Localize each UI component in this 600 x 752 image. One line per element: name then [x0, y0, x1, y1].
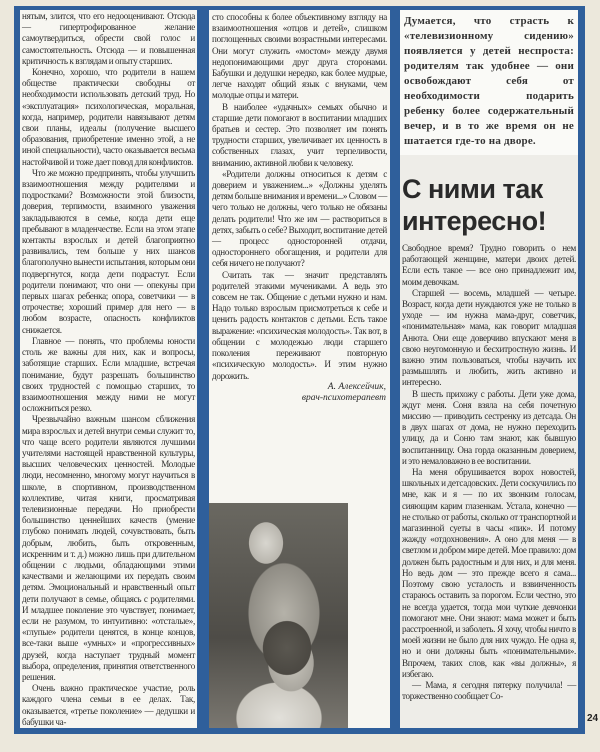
paragraph: Свободное время? Трудно говорить о нем работающей женщине, матери двоих детей. Если есть такое — все оно принадлежит им, моим девочкам. [402, 243, 576, 287]
paragraph: «Родители должны относиться к детям с доверием и уважением...» «Должны уделять детям больше внимания и времени...» Словом — чего только не должны, чего только не обязаны делать родители! Что же им — раствориться в детях, забыть о себе? Выходит, воспитание детей — процесс односторонней отдачи, одностороннего обогащения, и родители для себя ничего не получают? [212, 168, 387, 269]
left-column [20, 10, 197, 728]
paragraph: В шесть прихожу с работы. Дети уже дома, ждут меня. Соня взяла на себя почетную миссию — приводить сестренку из детсада. Он в двух шагах от дома, не нужно переходить улицу, да и Соню там знают, как бывшую воспитанницу. Она горда оказанным доверием, и это немаловажно в ее воспитании. [402, 388, 576, 466]
paragraph: Что же можно предпринять, чтобы улучшить взаимоотношения между родителями и подростками? Возможности этой близости, доверия, терпимости, взаимного уважения закладываются в семье, когда дети еще пребывают в младенчестве. Если на этом этапе контакты взрослых и детей благоприятно развивались, тем больше у них шансов благополучно вынести испытания, которым они подвергнутся, когда дети подрастут. Если родители понимают, что они — опекуны при первых шагах ребенка; опора, советчики — в отрочестве; хороший пример для него — в любом возрасте, опасность конфликтов снижается. [22, 167, 195, 335]
paragraph: Чрезвычайно важным шансом сближения мира взрослых и детей внутри семьи служит то, что чаще всего родители являются лучшими учителями настоящей нравственной культуры, высших человеческих ценностей. Молодые люди, несомненно, многому могут научиться в школе, в спортивном, производственном коллективе, читая книги, просматривая телевизионные передачи. Но приобрести большинство ценнейших качеств (умение глубоко понимать людей, сочувствовать, быть добрым, любить, быть откровенным, искренним и т. д.) можно лишь при длительном общении с людьми, обладающими этими качествами и желающими их передать своим детям. Эмоциональный и нравственный опыт дети получают в семье, общаясь с родителями. И младшее поколение это чувствует, понимает, если не разумом, то интуитивно: «отсталые», «глупые» родители ценятся, в конце концов, все-таки выше «умных» и «прогрессивных» друзей, когда наступает трудный момент выбора, определения, принятия ответственного решения. [22, 414, 195, 682]
right-column [400, 10, 578, 728]
right-column-text [400, 243, 578, 704]
paragraph: Считать так — значит представлять родителей этакими мучениками. А ведь это совсем не так. Общение с детьми нужно и нам. Надо только взрослым присмотреться к себе и ценить радость контактов с детьми. Есть такое выражение: «психическая молодость». Так вот, в общении с молодежью люди старшего поколения переживают повторную «психическую молодость». И этим нужно дорожить. [212, 269, 387, 381]
author-name: А. Алексейчик, [327, 381, 386, 392]
paragraph: Старшей — восемь, младшей — четыре. Возраст, когда дети нуждаются уже не только в уходе — им нужна мама-друг, советчик, «понимательная» мама, как говорит младшая Анюта. Они еще доверчиво впускают меня в свою неугомонную и бесхитростную жизнь. И важно этим пользоваться, чтобы научить их размышлять и любить, жить активно и интересно. [402, 287, 576, 388]
blue-frame [14, 6, 599, 734]
left-column-text [20, 10, 197, 728]
paragraph: На меня обрушивается ворох новостей, школьных и детсадовских. Дети соскучились по мне, как и я — по их звонким голосам, сияющим карим глазенкам. Устала, конечно — не столько от работы, сколько от транспортной и магазинной суеты в часы «пик». И потому жажду «отдохновения». А оно для меня — в светлом и добром мире детей. Мое правило: дом должен быть радостным и для них, и для меня. Но ведь дом — это прежде всего я сама... Поэтому свою усталость и взвинченность стараюсь оставить за порогом. Если честно, это не всегда удается, тогда мои чуткие девчонки помогают мне. Они знают: мама может и быть расстроенной, и заболеть. Я хочу, чтобы ничто в моей жизни не было для них чуждо. Не одна я, но и они должны быть «понимательными». Впрочем, таких слов, как «вы должны», я избегаю. [402, 467, 576, 679]
paragraph: Главное — понять, что проблемы юности столь же важны для них, как и вопросы, заботящие старших. Если младшие, встречая понимание, будут разрешать большинство своих трудностей с помощью старших, то взаимоотношения между ними не могут осложниться резко. [22, 335, 195, 414]
paragraph: В наиболее «удачных» семьях обычно и старшие дети помогают в воспитании младших братьев и сестер. Это позволяет им понять трудности старших, увеличивает их ценность в собственных глазах, учит терпеливости, вниманию, активной любви к человеку. [212, 101, 387, 168]
photo-father-and-son [209, 503, 348, 728]
page-number: 24 [587, 713, 599, 724]
author-role: врач-психотерапевт [301, 393, 386, 404]
middle-column-text [209, 10, 390, 382]
article-heading: С ними так интересно! [402, 174, 547, 236]
paragraph: сто способны к более объективному взгляду на взаимоотношения «отцов и детей», слишком поглощенных своими возрастными интересами. Они могут служить «мостом» между двумя недопонимающими друг друга сторонами. Бабушки и дедушки нередко, как более мудрые, легче находят общий язык с внуками, чем молодые отцы и матери. [212, 12, 387, 101]
paragraph: — Мама, я сегодня пятерку получила! — торжественно сообщает Со- [402, 679, 576, 702]
middle-column [209, 10, 390, 728]
paragraph: нятым, злится, что его недооценивают. Отсюда — гипертрофированное желание самоутвердиться, обрести свой голос и самостоятельность. Отсюда — и повышенная критичность к взглядам и опыту старших. [22, 11, 195, 66]
pull-quote: Думается, что страсть к «телевизионному сидению» появляется у детей неспроста: родителям так удобнее — они освобождают себя от необходимости подарить ребенку более содержательный вечер, и в то же время он не шатается где-то на дворе. [400, 10, 578, 155]
paragraph: Конечно, хорошо, что родители в нашем обществе практически свободны от необходимости использовать детский труд. Но «эксплуатация» психологическая, моральная, когда, например, родители навязывают детям свои планы, идеалы (получение высшего образования, приобретение именно этой, а не иной специальности), часто оказывается весьма настойчивой и тоже дает повод для конфликтов. [22, 67, 195, 167]
paragraph: Очень важно практическое участие, роль каждого члена семьи в ее делах. Так, оказывается, «третье поколение» — дедушки и бабушки ча- [22, 683, 195, 727]
